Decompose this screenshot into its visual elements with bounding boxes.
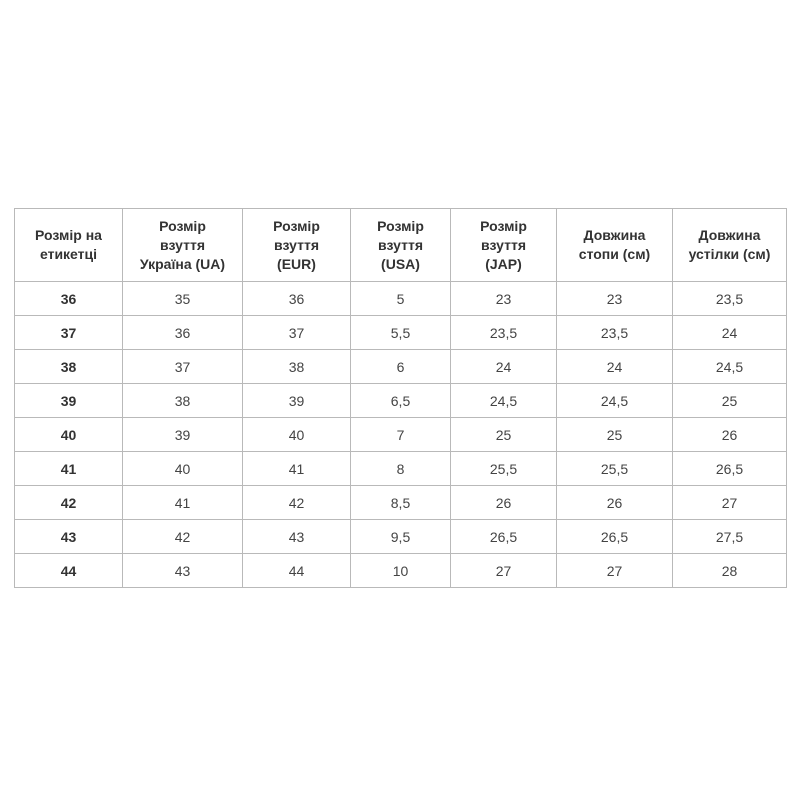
cell-jap-size: 23 (451, 282, 557, 316)
cell-eur-size: 40 (243, 418, 351, 452)
cell-ua-size: 40 (123, 452, 243, 486)
cell-label-size: 44 (15, 554, 123, 588)
header-eur-size: Розмір взуття (EUR) (243, 209, 351, 282)
cell-insole-length: 27 (673, 486, 787, 520)
table-row (15, 384, 787, 418)
cell-label-size: 40 (15, 418, 123, 452)
cell-insole-length: 27,5 (673, 520, 787, 554)
cell-foot-length: 23 (557, 282, 673, 316)
cell-usa-size: 5 (351, 282, 451, 316)
header-insole-length: Довжина устілки (см) (673, 209, 787, 282)
cell-foot-length: 26 (557, 486, 673, 520)
cell-jap-size: 23,5 (451, 316, 557, 350)
cell-insole-length: 26,5 (673, 452, 787, 486)
cell-eur-size: 42 (243, 486, 351, 520)
cell-label-size: 37 (15, 316, 123, 350)
cell-usa-size: 9,5 (351, 520, 451, 554)
table-row (15, 452, 787, 486)
cell-eur-size: 36 (243, 282, 351, 316)
cell-label-size: 43 (15, 520, 123, 554)
cell-insole-length: 28 (673, 554, 787, 588)
cell-foot-length: 24,5 (557, 384, 673, 418)
cell-jap-size: 26 (451, 486, 557, 520)
cell-ua-size: 36 (123, 316, 243, 350)
cell-ua-size: 41 (123, 486, 243, 520)
cell-foot-length: 24 (557, 350, 673, 384)
cell-usa-size: 5,5 (351, 316, 451, 350)
cell-insole-length: 24 (673, 316, 787, 350)
cell-label-size: 39 (15, 384, 123, 418)
cell-foot-length: 26,5 (557, 520, 673, 554)
cell-eur-size: 44 (243, 554, 351, 588)
cell-ua-size: 42 (123, 520, 243, 554)
cell-insole-length: 23,5 (673, 282, 787, 316)
table-row (15, 418, 787, 452)
cell-eur-size: 37 (243, 316, 351, 350)
cell-eur-size: 43 (243, 520, 351, 554)
cell-insole-length: 26 (673, 418, 787, 452)
table-row (15, 554, 787, 588)
cell-usa-size: 6 (351, 350, 451, 384)
cell-usa-size: 8,5 (351, 486, 451, 520)
size-chart (14, 208, 786, 588)
cell-ua-size: 43 (123, 554, 243, 588)
header-usa-size: Розмір взуття (USA) (351, 209, 451, 282)
cell-foot-length: 27 (557, 554, 673, 588)
cell-foot-length: 25 (557, 418, 673, 452)
cell-jap-size: 24 (451, 350, 557, 384)
header-ua-size: Розмір взуття Україна (UA) (123, 209, 243, 282)
cell-usa-size: 6,5 (351, 384, 451, 418)
cell-label-size: 36 (15, 282, 123, 316)
cell-ua-size: 39 (123, 418, 243, 452)
cell-eur-size: 39 (243, 384, 351, 418)
cell-label-size: 42 (15, 486, 123, 520)
cell-usa-size: 7 (351, 418, 451, 452)
table-row (15, 520, 787, 554)
cell-jap-size: 25 (451, 418, 557, 452)
table-body (15, 282, 787, 588)
header-label-size: Розмір на етикетці (15, 209, 123, 282)
size-table (14, 208, 787, 588)
cell-jap-size: 24,5 (451, 384, 557, 418)
table-row (15, 316, 787, 350)
cell-ua-size: 38 (123, 384, 243, 418)
cell-ua-size: 35 (123, 282, 243, 316)
cell-ua-size: 37 (123, 350, 243, 384)
header-row (15, 209, 787, 282)
cell-label-size: 38 (15, 350, 123, 384)
cell-foot-length: 23,5 (557, 316, 673, 350)
table-row (15, 486, 787, 520)
table-row (15, 282, 787, 316)
cell-insole-length: 25 (673, 384, 787, 418)
cell-usa-size: 8 (351, 452, 451, 486)
header-foot-length: Довжина стопи (см) (557, 209, 673, 282)
cell-foot-length: 25,5 (557, 452, 673, 486)
cell-eur-size: 41 (243, 452, 351, 486)
cell-jap-size: 27 (451, 554, 557, 588)
table-row (15, 350, 787, 384)
cell-eur-size: 38 (243, 350, 351, 384)
cell-label-size: 41 (15, 452, 123, 486)
cell-usa-size: 10 (351, 554, 451, 588)
cell-jap-size: 25,5 (451, 452, 557, 486)
cell-jap-size: 26,5 (451, 520, 557, 554)
cell-insole-length: 24,5 (673, 350, 787, 384)
header-jap-size: Розмір взуття (JAP) (451, 209, 557, 282)
